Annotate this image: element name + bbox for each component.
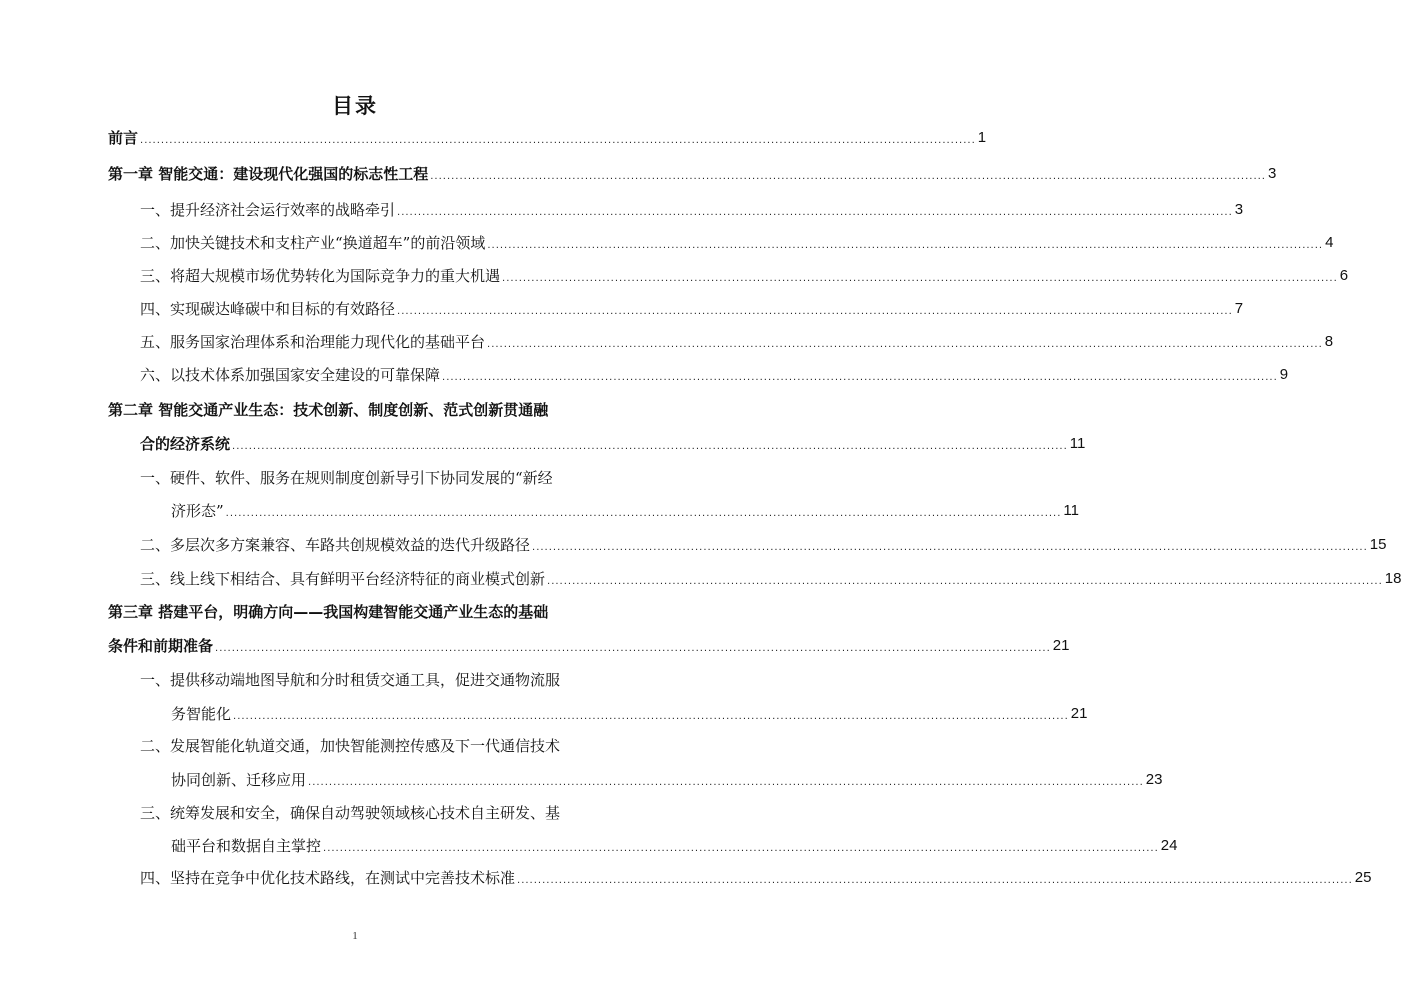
dot-leader: ........................................................................................................................................................................................................ — [233, 711, 1069, 722]
toc-entry-text: 第二章 智能交通产业生态：技术创新、制度创新、范式创新贯通融 — [108, 401, 549, 419]
toc-page-number: 18 — [1384, 570, 1401, 587]
toc-entry-section-continued[interactable] — [171, 702, 1088, 726]
toc-page-number: 24 — [1160, 837, 1178, 854]
dot-leader: ........................................................................................................................................................................................................ — [502, 273, 1338, 284]
toc-entry-text: 一、提升经济社会运行效率的战略牵引 — [140, 201, 396, 219]
toc-entry-chapter-2-continued[interactable] — [140, 432, 1086, 456]
toc-entry-text: 础平台和数据自主掌控 — [171, 837, 322, 855]
dot-leader: ........................................................................................................................................................................................................ — [397, 306, 1233, 317]
toc-entry-text: 三、统筹发展和安全，确保自动驾驶领域核心技术自主研发、基 — [140, 804, 561, 822]
toc-entry-text: 二、发展智能化轨道交通，加快智能测控传感及下一代通信技术 — [140, 737, 561, 755]
toc-entry-text: 三、线上线下相结合、具有鲜明平台经济特征的商业模式创新 — [140, 570, 546, 588]
dot-leader: ........................................................................................................................................................................................................ — [430, 171, 1266, 182]
toc-entry-section[interactable] — [140, 801, 602, 825]
toc-entry-section[interactable] — [140, 363, 1289, 387]
toc-entry-text: 四、实现碳达峰碳中和目标的有效路径 — [140, 300, 396, 318]
toc-entry-chapter-1[interactable] — [108, 162, 1277, 186]
toc-entry-section[interactable] — [140, 198, 1244, 222]
toc-page-number: 25 — [1354, 869, 1372, 886]
toc-page-number: 23 — [1145, 771, 1163, 788]
toc-entry-section-continued[interactable] — [171, 834, 1178, 858]
toc-entry-section-continued[interactable] — [171, 768, 1163, 792]
toc-entry-section[interactable] — [140, 668, 602, 692]
dot-leader: ........................................................................................................................................................................................................ — [232, 441, 1068, 452]
toc-page-number: 21 — [1052, 637, 1070, 654]
dot-leader: ........................................................................................................................................................................................................ — [442, 372, 1278, 383]
toc-entry-section[interactable] — [140, 466, 602, 490]
toc-entry-text: 协同创新、迁移应用 — [171, 771, 307, 789]
toc-entry-text: 一、硬件、软件、服务在规则制度创新导引下协同发展的“新经 — [140, 469, 553, 487]
toc-entry-text: 第一章 智能交通：建设现代化强国的标志性工程 — [108, 165, 429, 183]
toc-entry-section[interactable] — [140, 567, 1401, 591]
dot-leader: ........................................................................................................................................................................................................ — [487, 339, 1323, 350]
toc-page-number: 3 — [1234, 201, 1244, 218]
toc-page-number: 11 — [1069, 435, 1086, 452]
toc-page-number: 9 — [1279, 366, 1289, 383]
toc-title: 目录 — [332, 94, 378, 118]
toc-entry-section-continued[interactable] — [171, 499, 1079, 523]
dot-leader: ........................................................................................................................................................................................................ — [140, 135, 976, 146]
toc-entry-text: 条件和前期准备 — [108, 637, 214, 655]
toc-entry-section[interactable] — [140, 264, 1349, 288]
dot-leader: ........................................................................................................................................................................................................ — [215, 643, 1051, 654]
toc-page-number: 6 — [1339, 267, 1349, 284]
toc-entry-text: 务智能化 — [171, 705, 232, 723]
toc-entry-text: 一、提供移动端地图导航和分时租赁交通工具，促进交通物流服 — [140, 671, 561, 689]
toc-page-number: 11 — [1063, 502, 1079, 519]
toc-page-number: 3 — [1267, 165, 1277, 182]
toc-entry-section[interactable] — [140, 866, 1372, 890]
toc-entry-preface[interactable] — [108, 126, 987, 150]
dot-leader: ........................................................................................................................................................................................................ — [308, 777, 1144, 788]
dot-leader: ........................................................................................................................................................................................................ — [487, 240, 1324, 251]
toc-entry-section[interactable] — [140, 231, 1334, 255]
toc-entry-chapter-3-continued[interactable] — [108, 634, 1070, 658]
toc-entry-chapter-2[interactable] — [108, 398, 602, 422]
toc-entry-text: 二、加快关键技术和支柱产业“换道超车”的前沿领域 — [140, 234, 486, 252]
dot-leader: ........................................................................................................................................................................................................ — [397, 207, 1233, 218]
toc-page-number: 8 — [1324, 333, 1334, 350]
dot-leader: ........................................................................................................................................................................................................ — [532, 542, 1368, 553]
toc-entry-section[interactable] — [140, 297, 1244, 321]
toc-page-number: 21 — [1070, 705, 1088, 722]
toc-entry-text: 合的经济系统 — [140, 435, 231, 453]
dot-leader: ........................................................................................................................................................................................................ — [517, 875, 1353, 886]
toc-entry-text: 四、坚持在竞争中优化技术路线，在测试中完善技术标准 — [140, 869, 516, 887]
toc-entry-text: 前言 — [108, 129, 139, 147]
toc-entry-section[interactable] — [140, 734, 602, 758]
toc-page-number: 7 — [1234, 300, 1244, 317]
toc-entry-text: 三、将超大规模市场优势转化为国际竞争力的重大机遇 — [140, 267, 501, 285]
toc-entry-text: 五、服务国家治理体系和治理能力现代化的基础平台 — [140, 333, 486, 351]
toc-entry-text: 六、以技术体系加强国家安全建设的可靠保障 — [140, 366, 441, 384]
dot-leader: ........................................................................................................................................................................................................ — [225, 508, 1062, 519]
toc-page-number: 1 — [977, 129, 987, 146]
toc-page-number: 15 — [1369, 536, 1387, 553]
toc-page-number: 4 — [1325, 234, 1334, 251]
toc-entry-text: 第三章 搭建平台，明确方向——我国构建智能交通产业生态的基础 — [108, 603, 549, 621]
dot-leader: ........................................................................................................................................................................................................ — [323, 843, 1159, 854]
dot-leader: ........................................................................................................................................................................................................ — [547, 576, 1383, 587]
toc-entry-section[interactable] — [140, 330, 1334, 354]
toc-entry-text: 济形态” — [171, 502, 224, 520]
toc-entry-section[interactable] — [140, 533, 1387, 557]
page-footer-number: 1 — [352, 930, 358, 942]
toc-entry-text: 二、多层次多方案兼容、车路共创规模效益的迭代升级路径 — [140, 536, 531, 554]
toc-entry-chapter-3[interactable] — [108, 600, 602, 624]
